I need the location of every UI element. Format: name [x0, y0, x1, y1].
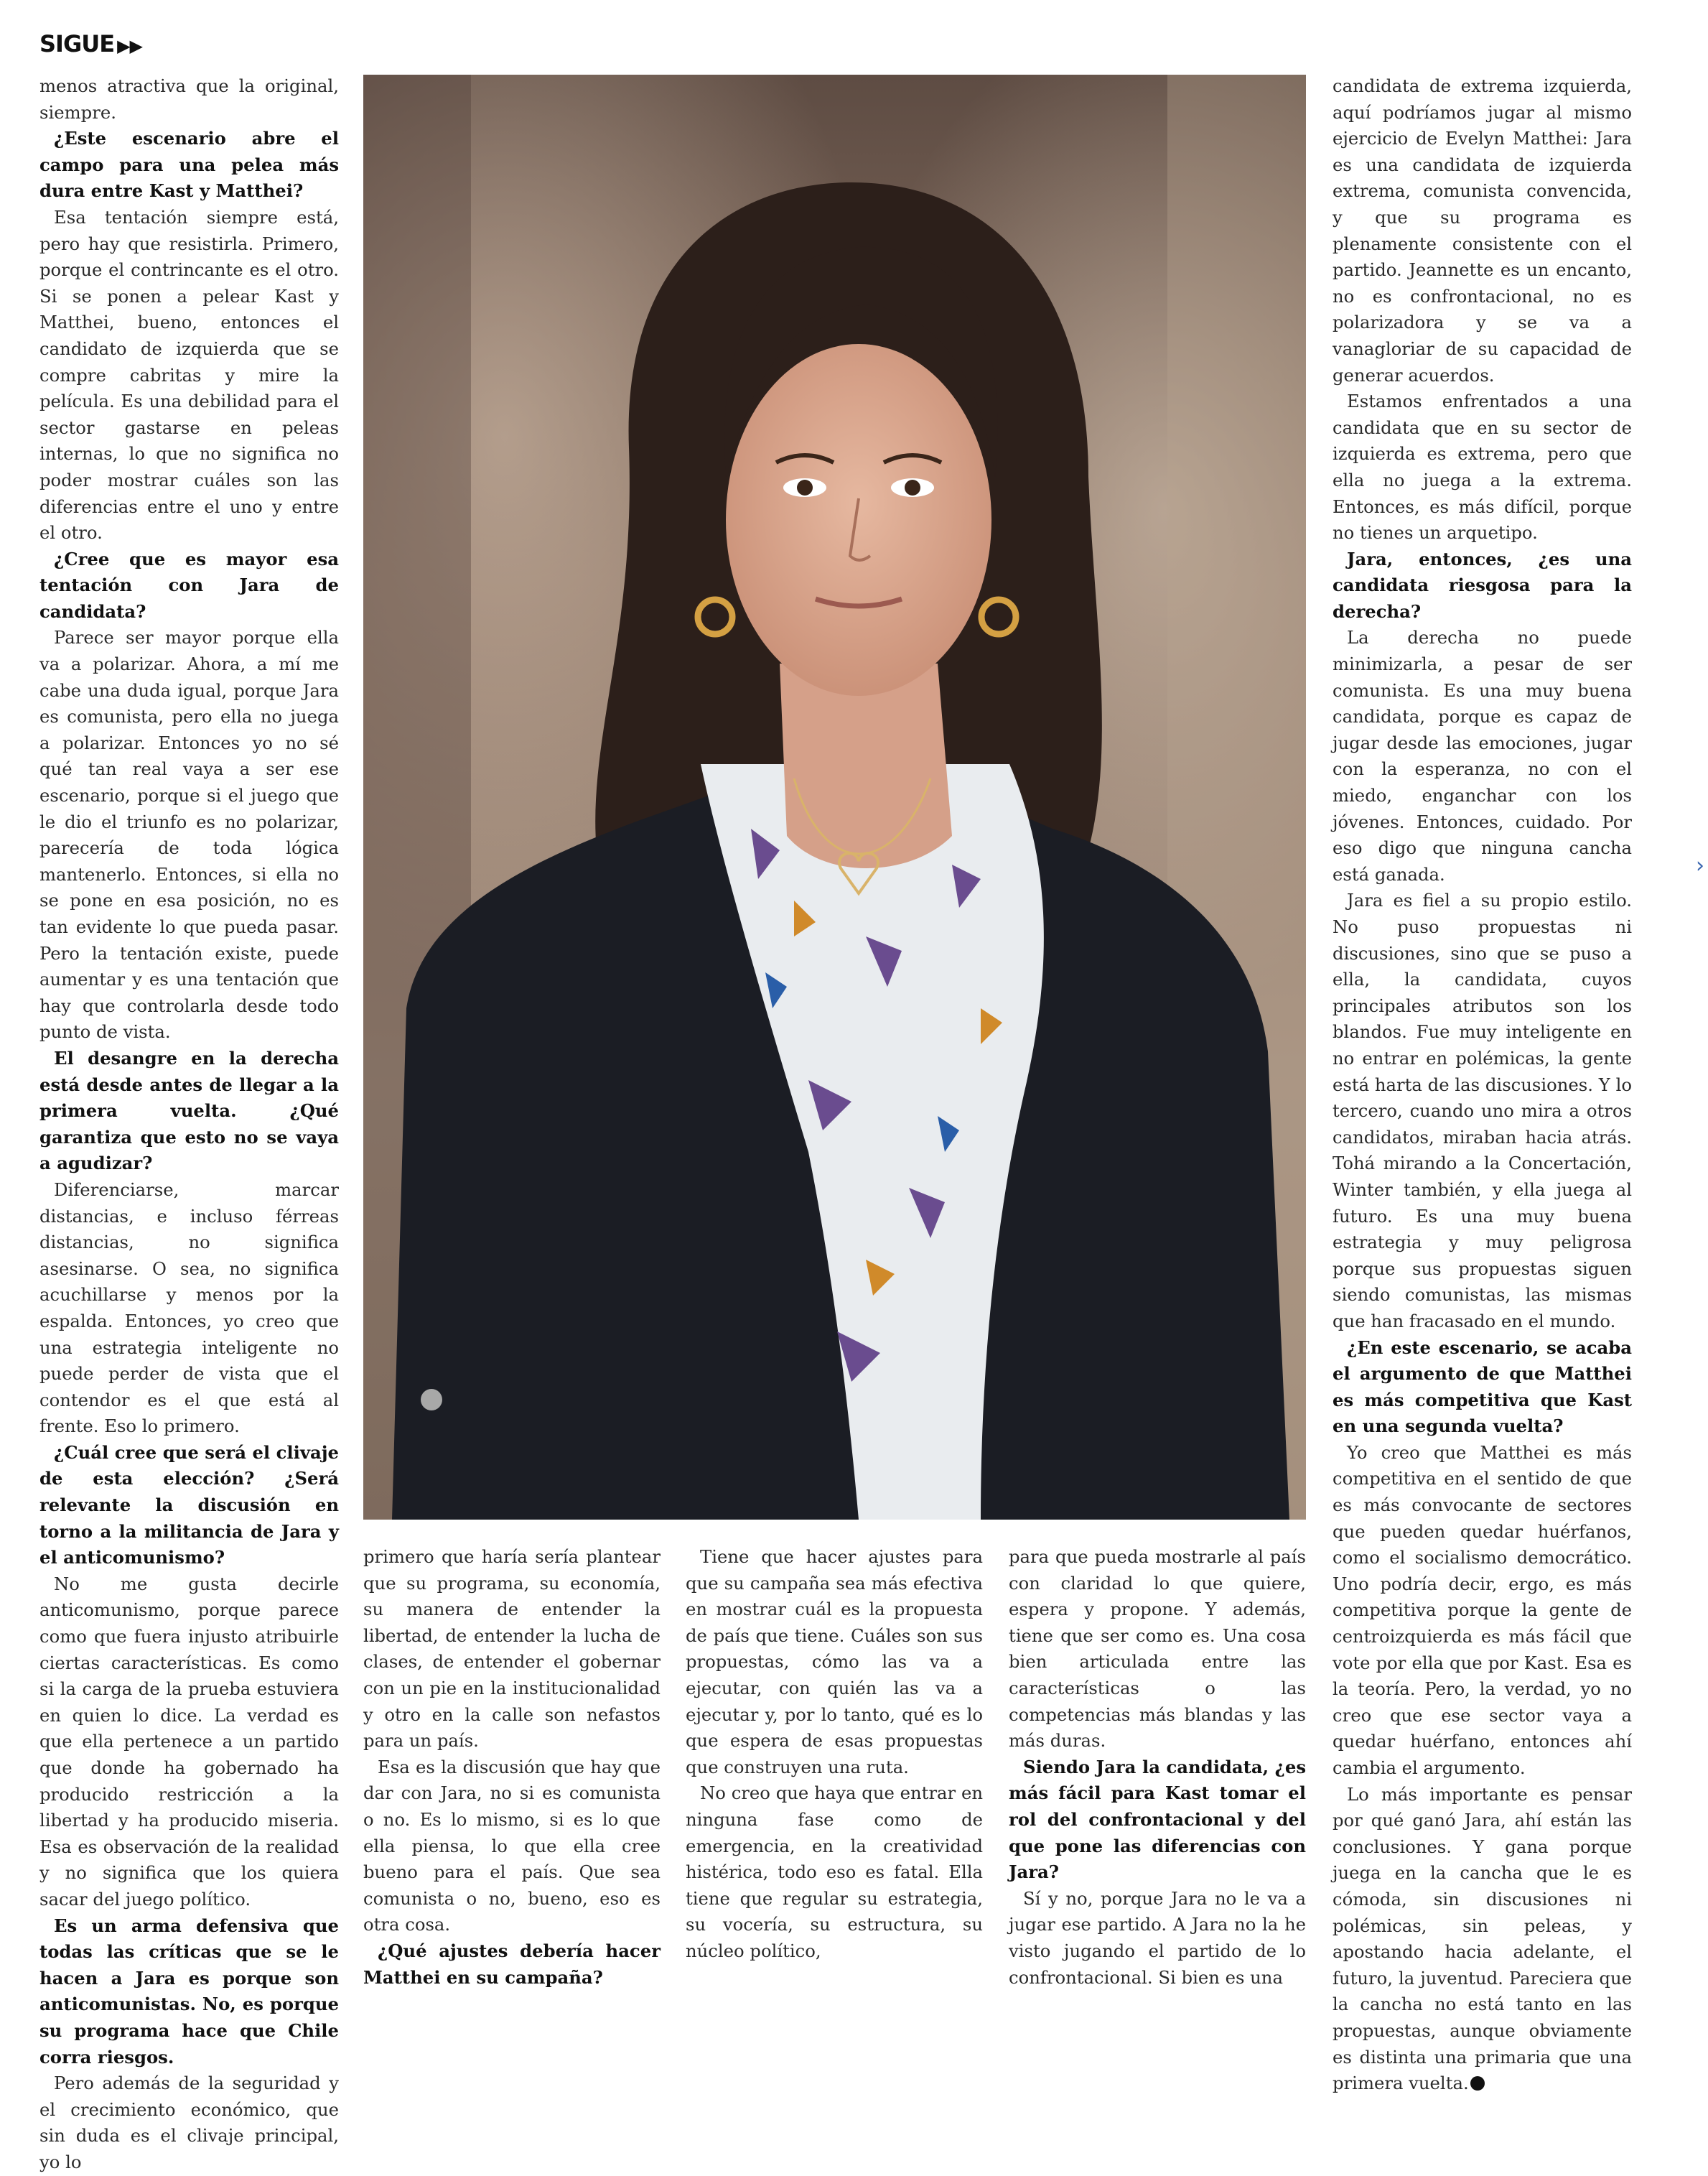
question-paragraph [39, 1046, 339, 1177]
question-paragraph [39, 547, 339, 626]
paragraph-text: ¿Qué ajustes debería hacer Matthei en su campaña? [363, 1940, 661, 1988]
paragraph-text: ¿Este escenario abre el campo para una pelea más dura entre Kast y Matthei? [39, 128, 339, 202]
question-paragraph [1009, 1754, 1306, 1886]
question-paragraph [1333, 1335, 1632, 1440]
next-page-chevron-icon[interactable]: › [1696, 853, 1704, 878]
paragraph-text: Esa es la discusión que hay que dar con Jara, no si es comunista o no. Es lo mismo, si es lo que ella piensa, lo que ella cree bueno para el país. Que sea comunista o no, bueno, eso es otra cosa. [363, 1756, 661, 1935]
paragraph-text: No creo que haya que entrar en ninguna fase como de emergencia, en la creatividad histérica, todo eso es fatal. Ella tiene que regular su estrategia, su vocería, su estructura, su núcleo político, [686, 1782, 983, 1961]
double-arrow-icon: ▶▶ [117, 36, 142, 56]
paragraph-text: primero que haría sería plantear que su programa, su economía, su manera de entender la libertad, de entender la lucha de clases, de entender el gobernar con un pie en la institucionalidad y otro en la calle son nefastos para un país. [363, 1546, 661, 1752]
answer-paragraph [1333, 389, 1632, 547]
sigue-text: SIGUE [39, 30, 115, 57]
paragraph-text: ¿Cuál cree que será el clivaje de esta elección? ¿Será relevante la discusión en torno a la militancia de Jara y el anticomunismo? [39, 1441, 339, 1568]
answer-paragraph [1009, 1886, 1306, 1991]
answer-paragraph [686, 1544, 983, 1780]
text-column-1 [39, 73, 339, 2172]
answer-paragraph [363, 1754, 661, 1938]
paragraph-text: para que pueda mostrarle al país con claridad lo que quiere, espera y propone. Y además, tiene que ser como es. Una cosa bien articulada entre las características o las competencias más blandas y las más duras. [1009, 1546, 1306, 1752]
paragraph-text: candidata de extrema izquierda, aquí podríamos jugar al mismo ejercicio de Evelyn Matthei: Jara es una candidata de izquierda extrema, comunista convencida, y que su programa es plenamente consistente con el partido. Jeannette es un encanto, no es confrontacional, no es polarizadora y se va a vanagloriar de su capacidad de generar acuerdos. [1333, 75, 1632, 386]
answer-paragraph [1333, 888, 1632, 1334]
answer-paragraph [686, 1780, 983, 1964]
paragraph-text: Diferenciarse, marcar distancias, e incluso férreas distancias, no significa asesinarse. O sea, no significa acuchillarse y menos por la espalda. Entonces, yo creo que una estrategia inteligente no puede perder de vista que el contendor es el que está al frente. Eso lo primero. [39, 1178, 339, 1437]
answer-paragraph [39, 2070, 339, 2175]
continues-label [39, 30, 142, 57]
text-column-3 [686, 1544, 983, 1961]
paragraph-text: La derecha no puede minimizarla, a pesar de ser comunista. Es una muy buena candidata, porque es capaz de jugar desde las emociones, jugar con la esperanza, no con el miedo, enganchar con los jóvenes. Entonces, cuidado. Por eso digo que ninguna cancha está ganada. [1333, 627, 1632, 885]
paragraph-text: Sí y no, porque Jara no le va a jugar ese partido. A Jara no la he visto jugando el partido de lo confrontacional. Si bien es una [1009, 1887, 1306, 1988]
paragraph-text: Lo más importante es pensar por qué ganó Jara, ahí están las conclusiones. Y gana porque juega en la cancha que le es cómoda, sin discusiones ni polémicas, sin peleas, y apostando hacia adelante, el futuro, la juventud. Pareciera que la cancha no está tanto en las propuestas, aunque obviamente es distinta una primaria que una primera vuelta. [1333, 1783, 1632, 2094]
answer-paragraph [1009, 1544, 1306, 1754]
end-mark-icon [1470, 2076, 1485, 2091]
paragraph-text: Es un arma defensiva que todas las críticas que se le hacen a Jara es porque son anticomunistas. No, es porque su programa hace que Chile corra riesgos. [39, 1915, 339, 2068]
answer-paragraph [1333, 1440, 1632, 1782]
answer-paragraph [39, 73, 339, 126]
paragraph-text: ¿Cree que es mayor esa tentación con Jara de candidata? [39, 548, 339, 622]
paragraph-text: Jara es fiel a su propio estilo. No puso propuestas ni discusiones, sino que se puso a ella, la candidata, cuyos principales atributos son los blandos. Fue muy inteligente en no entrar en polémicas, la gente está harta de las discusiones. Y lo tercero, cuando uno mira a otros candidatos, miraban hacia atrás. Tohá mirando a la Concertación, Winter también, y ella juega al futuro. Es una muy buena estrategia y muy peligrosa porque sus propuestas siguen siendo comunistas, las mismas que han fracasado en el mundo. [1333, 890, 1632, 1331]
question-paragraph [39, 126, 339, 205]
question-paragraph [39, 1440, 339, 1571]
question-paragraph [1333, 547, 1632, 626]
paragraph-text: Tiene que hacer ajustes para que su campaña sea más efectiva en mostrar cuál es la propuesta de país que tiene. Cuáles son sus propuestas, cómo las va a ejecutar, con quién las va a ejecutar y, por lo tanto, qué es lo que espera de esas propuestas que construyen una ruta. [686, 1546, 983, 1777]
paragraph-text: Yo creo que Matthei es más competitiva en el sentido de que es más convocante de sectores que pueden quedar huérfanos, como el socialismo democrático. Uno podría decir, ergo, es más competitiva porque la gente de centroizquierda es más fácil que vote por ella que por Kast. Esa es la teoría. Pero, la verdad, yo no creo que ese sector vaya a quedar huérfano, entonces ahí cambia el argumento. [1333, 1441, 1632, 1778]
question-paragraph [363, 1938, 661, 1991]
answer-paragraph [39, 205, 339, 547]
answer-paragraph [1333, 1782, 1632, 2097]
paragraph-text: El desangre en la derecha está desde antes de llegar a la primera vuelta. ¿Qué garantiza que esto no se vaya a agudizar? [39, 1047, 339, 1174]
paragraph-text: Esa tentación siempre está, pero hay que resistirla. Primero, porque el contrincante es el otro. Si se ponen a pelear Kast y Matthei, bueno, entonces el candidato de izquierda que se compre cabritas y mire la película. Es una debilidad para el sector gastarse en peleas internas, lo que no significa no poder mostrar cuáles son las diferencias entre el uno y entre el otro. [39, 206, 339, 544]
paragraph-text: Pero además de la seguridad y el crecimiento económico, que sin duda es el clivaje principal, yo lo [39, 2073, 339, 2172]
portrait-photo [363, 75, 1306, 1520]
text-column-2 [363, 1544, 661, 1988]
answer-paragraph [1333, 73, 1632, 389]
text-column-4 [1009, 1544, 1306, 1988]
portrait-illustration [363, 75, 1306, 1520]
paragraph-text: Jara, entonces, ¿es una candidata riesgosa para la derecha? [1333, 548, 1632, 622]
paragraph-text: Estamos enfrentados a una candidata que en su sector de izquierda es extrema, pero que ella no juega a la extrema. Entonces, es más difícil, porque no tienes un arquetipo. [1333, 391, 1632, 544]
answer-paragraph [39, 1571, 339, 1913]
answer-paragraph [1333, 625, 1632, 888]
paragraph-text: menos atractiva que la original, siempre. [39, 75, 339, 123]
answer-paragraph [39, 625, 339, 1046]
answer-paragraph [363, 1544, 661, 1754]
paragraph-text: No me gusta decirle anticomunismo, porque parece como que fuera injusto atribuirle ciertas características. Es como si la carga de la prueba estuviera en quien lo dice. La verdad es que ella pertenece a un partido que donde ha gobernado ha producido restricción a la libertad y ha producido miseria. Esa es observación de la realidad y no significa que los quiera sacar del juego político. [39, 1573, 339, 1910]
text-column-5 [1333, 73, 1632, 2094]
paragraph-text: ¿En este escenario, se acaba el argumento de que Matthei es más competitiva que Kast en una segunda vuelta? [1333, 1336, 1632, 1437]
paragraph-text: Siendo Jara la candidata, ¿es más fácil para Kast tomar el rol del confrontacional y del que pone las diferencias con Jara? [1009, 1756, 1306, 1883]
paragraph-text: Parece ser mayor porque ella va a polarizar. Ahora, a mí me cabe una duda igual, porque Jara es comunista, pero ella no juega a polarizar. Entonces yo no sé qué tan real vaya a ser ese escenario, porque si el juego que le dio el triunfo es no polarizar, parecería de toda lógica mantenerlo. Entonces, si ella no se pone en esa posición, no es tan evidente lo que pueda pasar. Pero la tentación existe, puede aumentar y es una tentación que hay que controlarla desde todo punto de vista. [39, 627, 339, 1043]
question-paragraph [39, 1913, 339, 2071]
answer-paragraph [39, 1177, 339, 1440]
